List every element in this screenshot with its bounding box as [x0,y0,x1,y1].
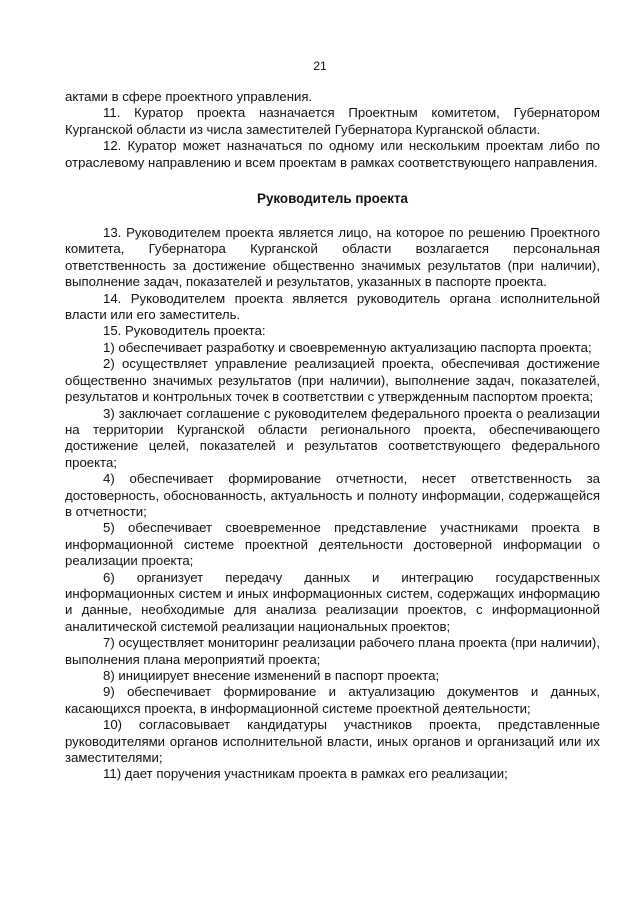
list-item-2: 2) осуществляет управление реализацией проекта, обеспечивая достижение общественно значимых результатов (при наличии), выполнение задач, показателей, результатов и контрольных точек в соответствии с утвержденным паспортом проекта; [65,356,600,405]
list-item-1: 1) обеспечивает разработку и своевременную актуализацию паспорта проекта; [103,339,592,355]
list-item-5: 5) обеспечивает своевременное представление участниками проекта в информационной системе проектной деятельности достоверной информации о реализации проекта; [65,520,600,569]
page-number: 21 [313,59,327,73]
list-item-11: 11) дает поручения участникам проекта в рамках его реализации; [103,766,508,782]
list-item-7: 7) осуществляет мониторинг реализации рабочего плана проекта (при наличии), выполнения плана мероприятий проекта; [65,635,600,667]
section-title: Руководитель проекта [257,191,408,207]
paragraph-15: 15. Руководитель проекта: [103,323,266,339]
list-item-8: 8) инициирует внесение изменений в паспорт проекта; [103,668,440,683]
paragraph-12: 12. Куратор может назначаться по одному или нескольким проектам либо по отраслевому направлению и всем проектам в рамках соответствующего направления. [65,138,600,170]
paragraph-continuation: актами в сфере проектного управления. [65,89,313,104]
paragraph-11: 11. Куратор проекта назначается Проектным комитетом, Губернатором Курганской области из числа заместителей Губернатора Курганской области. [65,105,600,137]
paragraph-14: 14. Руководителем проекта является руководитель органа исполнительной власти или его заместитель. [65,290,600,323]
list-item-10: 10) согласовывает кандидатуры участников проекта, представленные руководителями органов исполнительной власти, иных органов и организаций или их заместителями; [65,717,600,766]
list-item-4: 4) обеспечивает формирование отчетности, несет ответственность за достоверность, обоснованность, актуальность и полноту информации, содержащейся в отчетности; [65,471,600,519]
document-body [65,89,600,783]
list-item-3: 3) заключает соглашение с руководителем федерального проекта о реализации на территории Курганской области регионального проекта, обеспечивающего достижение целей, показателей и результатов соответствующего федерального проекта; [65,405,600,470]
list-item-9: 9) обеспечивает формирование и актуализацию документов и данных, касающихся проекта, в информационной системе проектной деятельности; [65,684,600,716]
paragraph-13: 13. Руководителем проекта является лицо, на которое по решению Проектного комитета, Губернатора Курганской области возлагается персональная ответственность за достижение общественно значимых результатов (при наличии), выполнение задач, показателей и результатов, указанных в паспорте проекта. [65,225,600,290]
list-item-6: 6) организует передачу данных и интеграцию государственных информационных систем и иных информационных систем, содержащих информацию и данные, необходимые для анализа реализации проектов, с информационной аналитической системой реализации национальных проектов; [65,569,600,634]
